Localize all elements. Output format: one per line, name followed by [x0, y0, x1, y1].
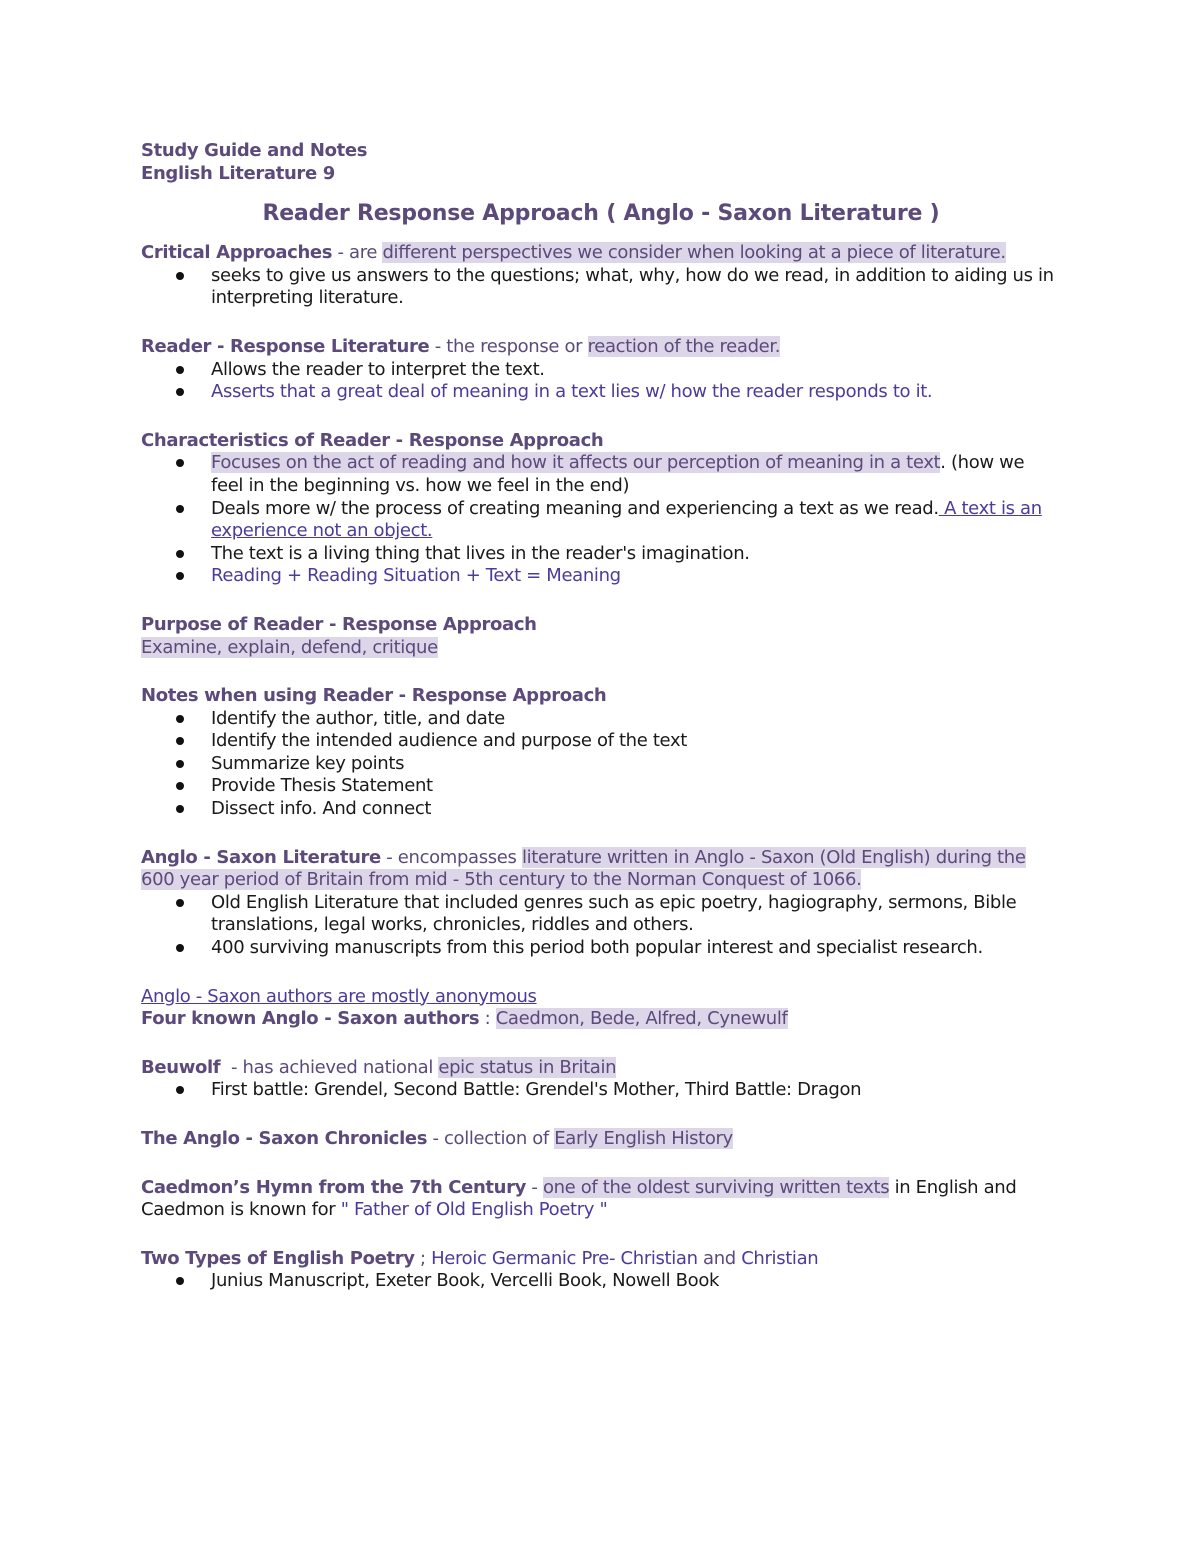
caedmon-highlight: one of the oldest surviving written texts — [542, 1176, 890, 1198]
bullet-icon — [176, 899, 184, 907]
anglo-saxon-highlight: literature written in Anglo - Saxon (Old English) during the 600 year period of Britain from mid - 5th century to the Norman Conquest of 1066. — [141, 846, 1026, 891]
bullet-icon — [176, 505, 184, 513]
poetry-type-1: Heroic Germanic Pre- Christian — [431, 1247, 698, 1269]
caedmon-term: Caedmon’s Hymn from the 7th Century — [141, 1176, 527, 1198]
list-item: Reading + Reading Situation + Text = Meaning — [141, 565, 1061, 588]
reader-response-highlight: reaction of the reader. — [587, 335, 781, 357]
critical-approaches-sep: - are — [332, 242, 383, 264]
anglo-saxon-list — [141, 892, 1061, 960]
chronicles-definition: The Anglo - Saxon Chronicles - collection of Early English History — [141, 1128, 733, 1149]
critical-approaches-highlight: different perspectives we consider when looking at a piece of literature. — [382, 242, 1006, 264]
header-line-2: English Literature 9 — [141, 162, 335, 184]
anglo-saxon-term: Anglo - Saxon Literature — [141, 846, 381, 868]
poetry-term: Two Types of English Poetry — [141, 1247, 415, 1269]
list-item: Identify the author, title, and date — [141, 708, 1061, 731]
reader-response-definition — [141, 336, 1061, 359]
bullet-icon — [176, 944, 184, 952]
list-item: Allows the reader to interpret the text. — [141, 359, 1061, 382]
bullet-icon — [176, 459, 184, 467]
list-item: Dissect info. And connect — [141, 798, 1061, 821]
beowulf-definition: Beuwolf - has achieved national epic status in Britain — [141, 1056, 617, 1078]
poetry-type-2: Christian — [741, 1247, 819, 1269]
bullet-icon — [176, 1086, 184, 1094]
list-item: Deals more w/ the process of creating meaning and experiencing a text as we read. A text is an experience not an object. — [141, 498, 1061, 543]
notes-heading: Notes when using Reader - Response Approach — [141, 685, 607, 707]
critical-approaches-list — [141, 265, 1061, 310]
list-item: First battle: Grendel, Second Battle: Grendel's Mother, Third Battle: Dragon — [141, 1079, 1061, 1102]
caedmon-definition: Caedmon’s Hymn from the 7th Century - one of the oldest surviving written texts in English and Caedmon is known for " Father of Old English Poetry " — [141, 1176, 1017, 1221]
bullet-icon — [176, 715, 184, 723]
header-line-1: Study Guide and Notes — [141, 140, 368, 161]
bullet-icon — [176, 388, 184, 396]
document-page — [141, 140, 1061, 1293]
reader-response-sep: - the response or — [429, 335, 588, 357]
purpose-heading: Purpose of Reader - Response Approach — [141, 613, 537, 635]
list-item: Old English Literature that included genres such as epic poetry, hagiography, sermons, Bible translations, legal works, chronicles, riddles and others. — [141, 892, 1061, 937]
bullet-icon — [176, 366, 184, 374]
list-item: Asserts that a great deal of meaning in a text lies w/ how the reader responds to it. — [141, 381, 1061, 404]
characteristics-heading: Characteristics of Reader - Response Approach — [141, 429, 604, 451]
known-authors-heading: Four known Anglo - Saxon authors — [141, 1008, 480, 1030]
critical-approaches-term: Critical Approaches — [141, 242, 333, 264]
reader-response-list — [141, 359, 1061, 404]
beowulf-highlight: epic status in Britain — [438, 1056, 617, 1078]
list-item: Summarize key points — [141, 753, 1061, 776]
poetry-types: Two Types of English Poetry ; Heroic Germanic Pre- Christian and Christian — [141, 1247, 819, 1269]
list-item: Identify the intended audience and purpose of the text — [141, 730, 1061, 753]
list-item: Provide Thesis Statement — [141, 775, 1061, 798]
reader-response-term: Reader - Response Literature — [141, 335, 430, 357]
beowulf-list — [141, 1079, 1061, 1102]
page-title: Reader Response Approach ( Anglo - Saxon Literature ) — [262, 201, 940, 227]
list-item: Focuses on the act of reading and how it affects our perception of meaning in a text. (how we feel in the beginning vs. how we feel in the end) — [141, 452, 1061, 497]
notes-list — [141, 708, 1061, 821]
bullet-icon — [176, 737, 184, 745]
chronicles-term: The Anglo - Saxon Chronicles — [141, 1128, 428, 1149]
known-authors-names: Caedmon, Bede, Alfred, Cynewulf — [495, 1008, 788, 1030]
list-item: 400 surviving manuscripts from this period both popular interest and specialist research. — [141, 937, 1061, 960]
bullet-icon — [176, 1277, 184, 1285]
experience-link[interactable]: A text is an experience not an object. — [211, 497, 1042, 542]
bullet-icon — [176, 550, 184, 558]
anglo-saxon-definition — [141, 847, 1061, 892]
purpose-text: Examine, explain, defend, critique — [141, 636, 438, 658]
anglo-saxon-sep: - encompasses — [380, 846, 522, 868]
characteristics-list — [141, 452, 1061, 588]
bullet-icon — [176, 572, 184, 580]
known-authors: Four known Anglo - Saxon authors : Caedmon, Bede, Alfred, Cynewulf — [141, 1008, 788, 1030]
bullet-icon — [176, 760, 184, 768]
bullet-icon — [176, 805, 184, 813]
list-item: The text is a living thing that lives in the reader's imagination. — [141, 543, 1061, 566]
poetry-list — [141, 1270, 1061, 1293]
caedmon-quote: " Father of Old English Poetry " — [340, 1199, 608, 1221]
anonymous-authors-link[interactable]: Anglo - Saxon authors are mostly anonymous — [141, 985, 537, 1007]
beowulf-term: Beuwolf — [141, 1056, 221, 1078]
bullet-icon — [176, 272, 184, 280]
list-item: seeks to give us answers to the questions; what, why, how do we read, in addition to aiding us in interpreting literature. — [141, 265, 1061, 310]
critical-approaches-definition — [141, 242, 1061, 265]
chronicles-highlight: Early English History — [554, 1128, 733, 1149]
bullet-icon — [176, 782, 184, 790]
list-item: Junius Manuscript, Exeter Book, Vercelli Book, Nowell Book — [141, 1270, 1061, 1293]
